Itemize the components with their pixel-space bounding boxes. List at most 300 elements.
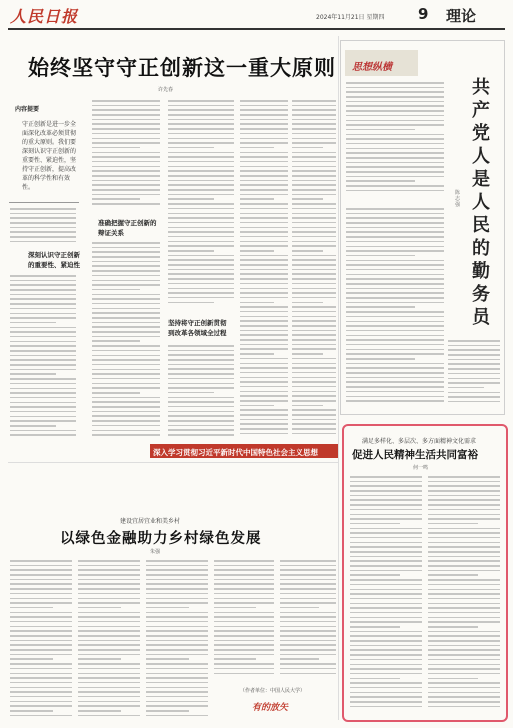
text-line [78,612,140,614]
text-line [292,222,336,224]
text-line [168,152,234,154]
text-line [280,598,336,600]
text-line [428,701,500,703]
text-line [10,663,72,665]
text-line [10,313,76,315]
text-line [10,583,72,585]
article1-subhead-3: 坚持将守正创新贯彻到改革各领域全过程 [168,319,227,337]
text-line [292,419,336,421]
text-line [346,278,444,280]
text-line [10,359,76,361]
text-line [346,381,444,383]
text-line [292,344,336,346]
text-line [280,649,336,651]
text-line [292,109,336,111]
text-line [428,574,478,576]
text-line [428,621,500,623]
text-line [240,391,288,393]
text-line [428,692,500,694]
text-line [146,583,208,585]
text-line [168,292,234,294]
text-line [346,363,444,365]
text-line [448,392,500,394]
text-line [214,602,274,604]
text-line [168,114,234,116]
text-line [168,133,234,135]
text-line [92,256,160,258]
pull-quote: 守正创新是进一步全面深化改革必须贯彻的重大原则。我们要深刻认识守正创新的重要性、紧迫性，坚持守正创新，提高改革的科学性和有效性。 [22,121,77,191]
text-line [10,298,76,300]
text-line [240,386,288,388]
text-line [448,340,500,342]
text-line [146,635,208,637]
text-line [350,570,422,572]
text-line [10,668,72,670]
text-line [350,504,422,506]
text-line [78,588,140,590]
text-line [10,275,76,277]
text-line [292,377,336,379]
article2-column-4 [214,560,274,680]
text-line [428,551,500,553]
text-line [168,264,234,266]
text-line [92,123,160,125]
text-line [92,251,160,253]
text-line [10,574,72,576]
text-line [168,170,234,172]
text-line [428,589,500,591]
text-line [240,405,274,407]
text-line [292,381,336,383]
text-line [78,687,140,689]
text-line [146,691,208,693]
text-line [280,668,336,670]
text-line [146,701,208,703]
text-line [10,621,72,623]
text-line [350,565,422,567]
text-line [428,645,500,647]
text-line [428,509,500,511]
text-line [240,203,288,205]
text-line [350,682,422,684]
text-line [346,213,444,215]
text-line [350,537,422,539]
text-line [10,336,76,338]
text-line [92,247,160,249]
text-line [92,406,160,408]
text-line [214,588,274,590]
text-line [146,588,208,590]
text-line [240,288,288,290]
text-line [10,213,76,215]
text-line [214,612,274,614]
text-line [292,156,336,158]
text-line [92,180,160,182]
sidebar-author: 陈志强 [455,190,461,208]
text-line [214,635,274,637]
text-line [346,349,444,351]
text-line [10,616,72,618]
text-line [346,367,444,369]
text-line [146,574,208,576]
text-line [168,397,234,399]
text-line [78,673,140,675]
text-line [292,288,336,290]
text-line [240,208,288,210]
text-line [78,635,140,637]
text-line [350,551,422,553]
text-line [350,645,422,647]
text-line [214,583,274,585]
text-line [346,353,444,355]
text-line [292,292,336,294]
text-line [10,345,76,347]
text-line [346,316,444,318]
text-line [346,176,444,178]
text-line [78,701,140,703]
text-line [92,170,160,172]
text-line [168,123,234,125]
text-line [78,715,140,717]
text-line [350,696,422,698]
text-line [292,241,336,243]
text-line [280,658,319,660]
text-line [428,542,500,544]
text-line [168,283,234,285]
text-line [240,166,288,168]
text-line [292,311,336,313]
text-line [78,560,140,562]
text-line [280,560,336,562]
text-line [168,269,234,271]
text-line [92,430,160,432]
article1-column-2a [92,100,160,210]
text-line [92,119,160,121]
text-line [78,705,140,707]
text-line [10,569,72,571]
text-line [146,682,208,684]
text-line [92,317,160,319]
text-line [92,378,160,380]
text-line [214,579,274,581]
text-line [292,409,336,411]
text-line [214,654,274,656]
text-line [240,348,288,350]
text-line [10,687,72,689]
text-line [350,546,422,548]
text-line [350,640,422,642]
text-line [78,574,140,576]
text-line [78,616,140,618]
text-line [10,392,76,394]
text-line [92,189,160,191]
text-line [292,428,336,430]
text-line [168,194,234,196]
text-line [240,264,288,266]
text-line [146,602,208,604]
article2-column-3 [146,560,208,720]
text-line [92,331,160,333]
text-line [240,100,288,102]
text-line [10,280,76,282]
text-line [92,275,160,277]
text-line [10,217,76,219]
text-line [92,383,160,385]
text-line [10,579,72,581]
text-line [280,593,336,595]
text-line [292,264,336,266]
text-line [146,644,208,646]
text-line [92,397,160,399]
text-line [346,386,444,388]
text-line [292,245,336,247]
text-line [168,378,234,380]
text-line [448,363,500,365]
text-line [214,569,274,571]
text-line [292,152,336,154]
text-line [428,664,500,666]
text-line [350,523,400,525]
text-line [240,250,274,252]
text-line [350,574,400,576]
text-line [448,396,500,398]
text-line [146,607,189,609]
text-line [292,114,336,116]
text-line [240,180,288,182]
text-line [168,147,214,149]
text-line [346,231,444,233]
text-line [92,166,160,168]
text-line [78,710,121,712]
text-line [92,152,160,154]
text-line [280,583,336,585]
text-line [240,217,288,219]
text-line [280,602,336,604]
text-line [92,142,160,144]
text-line [346,120,444,122]
text-line [292,433,336,435]
text-line [92,133,160,135]
text-line [214,626,274,628]
text-line [168,368,234,370]
text-line [78,626,140,628]
text-line [10,236,76,238]
text-line [168,345,234,347]
text-line [214,663,274,665]
article1-column-4 [240,100,288,440]
text-line [92,392,140,394]
text-line [240,128,288,130]
text-line [240,273,288,275]
text-line [240,311,288,313]
text-line [292,180,336,182]
text-line [428,560,500,562]
text-line [428,546,500,548]
text-line [448,378,500,380]
text-line [240,363,288,365]
text-line [92,280,160,282]
text-line [10,630,72,632]
text-line [92,156,160,158]
text-line [10,303,76,305]
text-line [280,626,336,628]
text-line [350,485,422,487]
text-line [10,673,72,675]
text-line [168,406,234,408]
text-line [10,677,72,679]
text-line [168,255,234,257]
text-line [346,148,444,150]
text-line [428,640,500,642]
text-line [346,260,444,262]
text-line [78,569,140,571]
text-line [428,673,500,675]
text-line [346,264,444,266]
text-line [214,560,274,562]
text-line [214,565,274,567]
text-line [346,358,415,360]
text-line [214,668,274,670]
text-line [168,415,234,417]
text-line [78,583,140,585]
text-line [346,222,444,224]
text-line [92,114,160,116]
text-line [292,306,336,308]
text-line [168,175,234,177]
text-line [10,682,72,684]
text-line [10,411,76,413]
text-line [292,297,336,299]
sidebar-title: 共产党人是人民的勤务员 [472,77,490,328]
text-line [428,518,500,520]
text-line [292,423,336,425]
text-line [92,355,160,357]
article1-subhead-2: 准确把握守正创新的辩证关系 [98,219,157,237]
text-line [10,420,76,422]
text-line [346,236,444,238]
text-line [428,598,500,600]
text-line [428,579,500,581]
text-line [280,574,336,576]
text-line [92,359,160,361]
text-line [346,101,444,103]
text-line [292,184,336,186]
text-line [10,588,72,590]
text-line [92,425,160,427]
text-line [146,677,208,679]
text-line [428,682,500,684]
text-line [92,109,160,111]
text-line [240,297,288,299]
text-line [214,644,274,646]
text-line [10,355,76,357]
text-line [292,236,336,238]
text-line [350,692,422,694]
text-line [168,105,234,107]
text-line [168,241,234,243]
text-line [346,190,444,192]
text-line [10,222,76,224]
text-line [292,161,336,163]
text-line [428,607,500,609]
text-line [10,327,76,329]
text-line [280,569,336,571]
text-line [10,231,76,233]
text-line [448,368,500,370]
text-line [10,626,72,628]
text-line [10,331,76,333]
text-line [78,579,140,581]
text-line [92,308,160,310]
text-line [346,391,444,393]
text-line [240,400,288,402]
text-line [292,391,336,393]
text-line [350,678,400,680]
article1-column-5 [292,100,336,440]
text-line [292,320,336,322]
text-line [346,396,444,398]
text-line [428,668,500,670]
text-line [292,175,336,177]
text-line [240,367,288,369]
text-line [346,325,444,327]
text-line [168,100,234,102]
text-line [350,476,422,478]
text-line [168,213,234,215]
text-line [280,565,336,567]
text-line [92,284,160,286]
article3-headline: 促进人民精神生活共同富裕 [352,449,478,461]
text-line [292,339,336,341]
text-line [168,245,234,247]
text-line [168,119,234,121]
text-line [168,198,214,200]
text-line [92,161,160,163]
text-line [168,373,234,375]
text-line [240,123,288,125]
text-line [240,109,288,111]
text-line [240,227,288,229]
text-line [448,382,500,384]
text-line [10,341,76,343]
text-line [350,635,422,637]
masthead [0,0,513,30]
text-line [292,363,336,365]
text-line [146,663,208,665]
text-line [346,372,444,374]
sidebar-column-1 [346,82,444,198]
text-line [240,358,288,360]
text-line [168,364,234,366]
text-line [168,383,234,385]
text-line [146,612,208,614]
text-line [346,208,444,210]
text-line [346,105,444,107]
text-line [10,649,72,651]
text-line [240,138,288,140]
text-line [92,373,160,375]
text-line [350,556,422,558]
text-line [346,321,444,323]
text-line [292,334,336,336]
text-line [92,147,140,149]
text-line [350,649,422,651]
text-line [240,245,288,247]
sidebar-column-2 [346,208,444,408]
text-line [92,184,160,186]
text-line [350,542,422,544]
text-line [428,678,478,680]
